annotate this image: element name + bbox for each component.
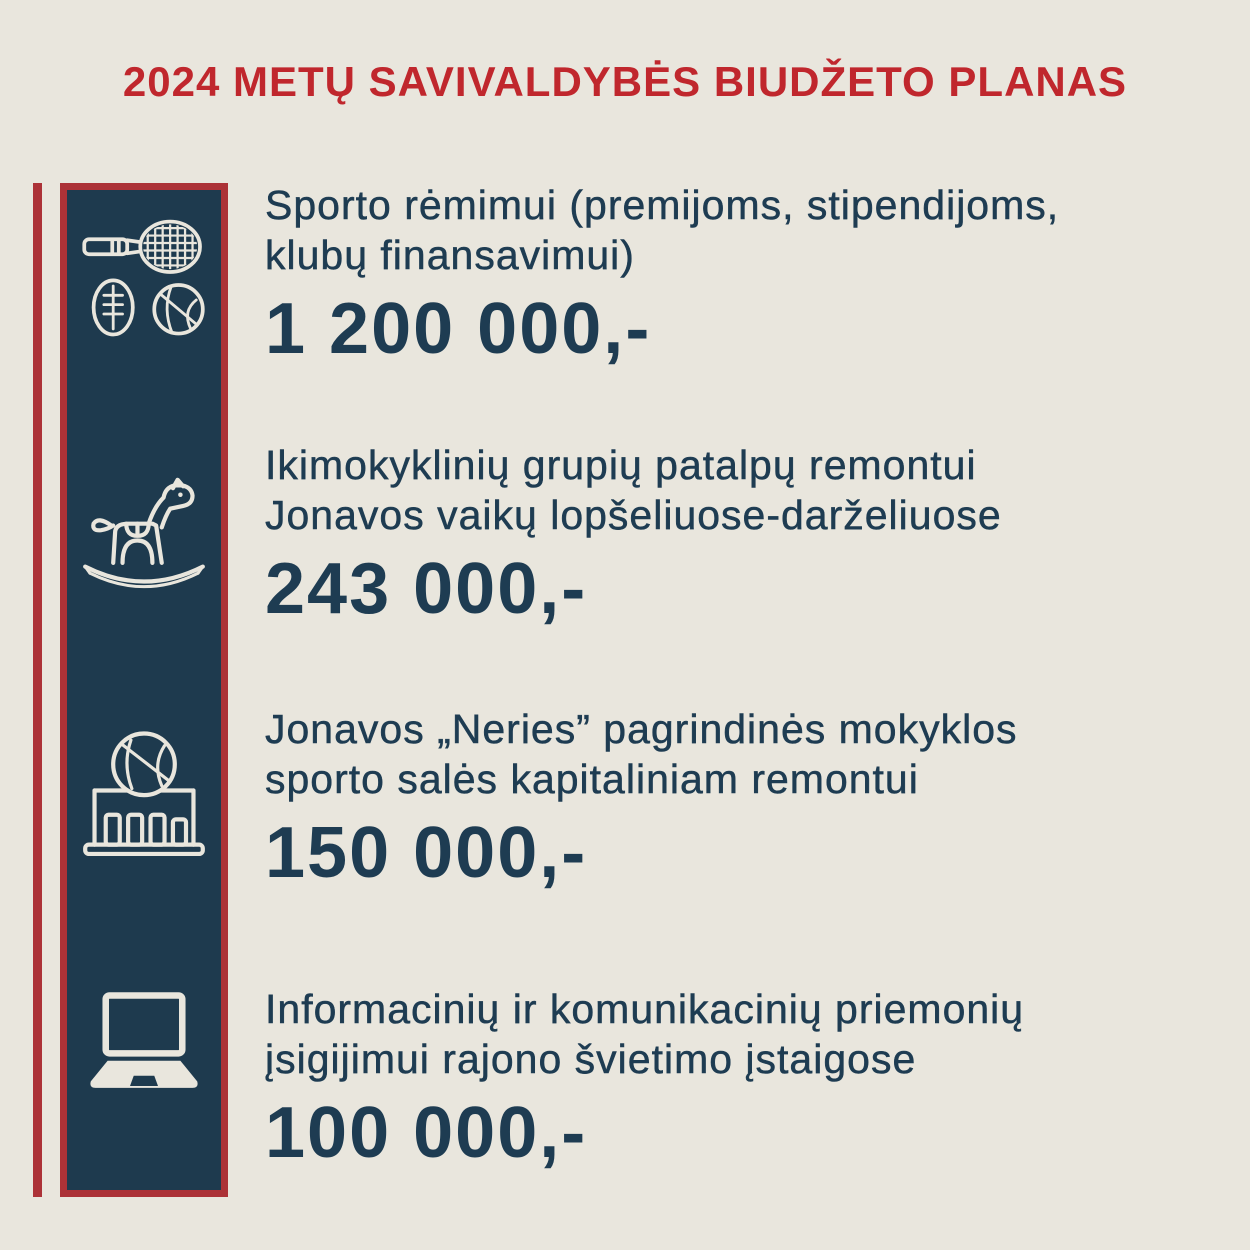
budget-item — [265, 180, 1225, 368]
item-label-line: įsigijimui rajono švietimo įstaigose — [265, 1036, 917, 1082]
budget-items — [265, 0, 1225, 1250]
item-label-line: Informacinių ir komunikacinių priemonių — [265, 986, 1025, 1032]
item-amount: 150 000,- — [265, 813, 588, 893]
item-label — [265, 440, 1225, 540]
budget-item — [265, 704, 1225, 892]
laptop-icon — [67, 988, 221, 1100]
item-label-line: klubų finansavimui) — [265, 232, 635, 278]
item-label-line: Sporto rėmimui (premijoms, stipendijoms, — [265, 182, 1060, 228]
sports-equipment-icon — [67, 213, 221, 344]
item-label-line: Ikimokyklinių grupių patalpų remontui — [265, 442, 977, 488]
accent-line — [33, 183, 42, 1197]
page-title: 2024 METŲ SAVIVALDYBĖS BIUDŽETO PLANAS — [122, 58, 1128, 105]
rocking-horse-icon — [67, 477, 221, 603]
sports-hall-icon — [67, 727, 221, 867]
icon-sidebar — [60, 183, 228, 1197]
item-label-line: sporto salės kapitaliniam remontui — [265, 756, 919, 802]
budget-item — [265, 984, 1225, 1172]
item-label — [265, 984, 1225, 1084]
item-amount: 243 000,- — [265, 549, 588, 629]
budget-item — [265, 440, 1225, 628]
item-label-line: Jonavos vaikų lopšeliuose-darželiuose — [265, 492, 1002, 538]
item-label — [265, 180, 1225, 280]
item-label-line: Jonavos „Neries” pagrindinės mokyklos — [265, 706, 1018, 752]
item-amount: 100 000,- — [265, 1093, 588, 1173]
item-label — [265, 704, 1225, 804]
item-amount: 1 200 000,- — [265, 289, 652, 369]
